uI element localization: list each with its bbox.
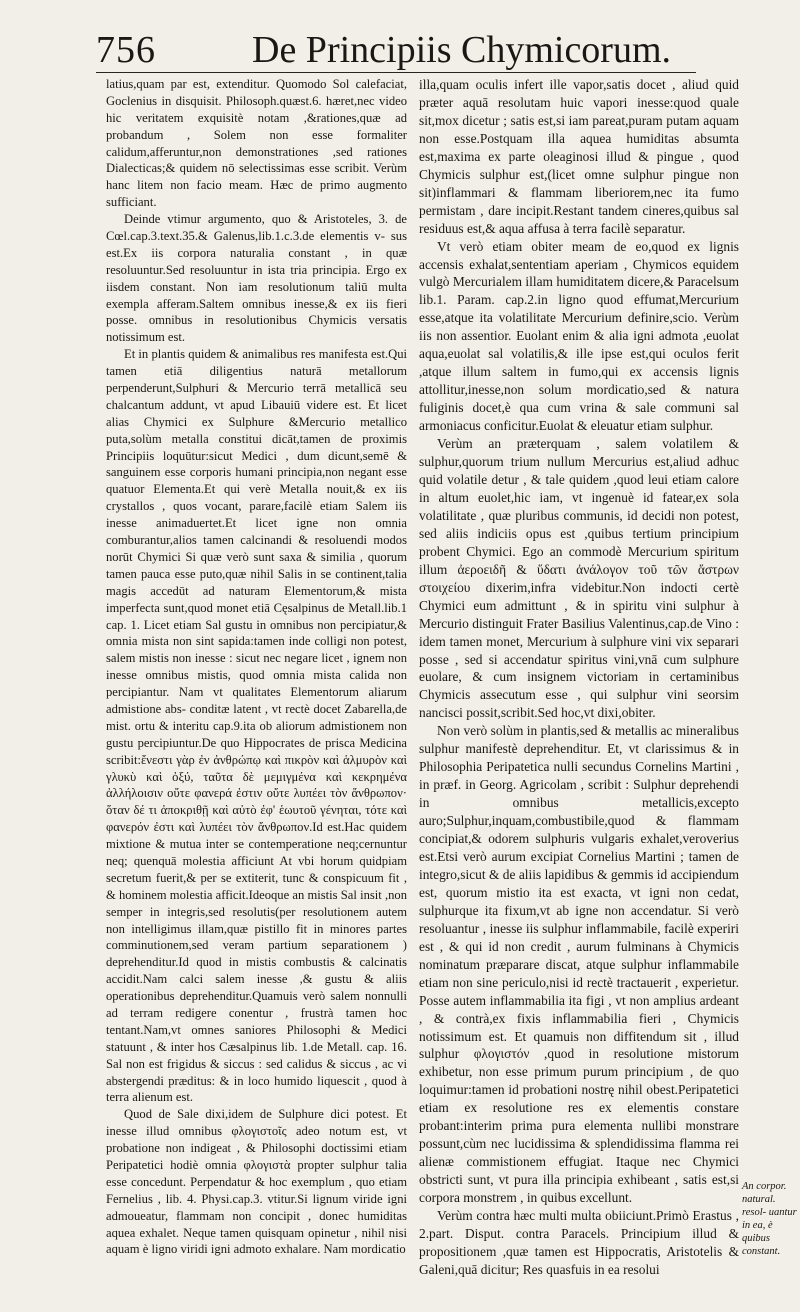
- paragraph: Verùm an præterquam , salem volatilem & sulphur,quorum trium nullum Mercurius est,aliud adhuc quid volatile detur , & tale quidem ,quod leui etiam calore in altum euolet,hic iam, vt ingenuè id fatear,ex sola volatilitate , quæ pluribus communis, id decidi non potest, sed aliis indiciis opus est ,quibus tertium principium probent Chymici. Ego an commodè Mercurium spiritum illum ἀεροειδῆ & ὕδατι ἀνάλογον τοῦ τῶν ἄστρων στοιχείου dixerim,infra videbitur.Non indocti certè Chymici eum admittunt , & in spiritu vini sulphur à Mercurio distinguit Frater Basilius Valentinus,cap.de Vino : idem tamen monet, Mercurium à sulphure vini vix separari posse , sed si accendatur spiritus vini,vnā cum sulphure euolare, & cum insignem victoriam in certaminibus Chymicis assecutum esse , qui sulphur vini seorsim nancisci possit,scribit.Sed hoc,vt dixi,obiter.: [419, 436, 739, 721]
- paragraph: illa,quam oculis infert ille vapor,satis docet , aliud quid præter aquā resolutam huic vapori inesse:quod quale sit,mox dicetur ; satis est,si iam pareat,puram putam aquam non esse.Postquam illa aquea humiditas absumta est,maxima ex parte oleaginosi illud & pingue , quod Chymicis sulphur est,(licet omne sulphur pingue non sit)inflammari & flammam liberiorem,nec ita fumo permistam , dare incipit.Restant tandem cineres,quibus sal residuus est,& aqua affusa à terra facilè separatur.: [419, 77, 739, 236]
- paragraph: Quod de Sale dixi,idem de Sulphure dici potest. Et inesse illud omnibus φλογιστοῖς adeo notum est, vt probatione non indigeat , & Philosophi doctissimi etiam Peripatetici hodiè omnia φλογιστὰ propter sulphur talia esse concedunt. Perpendatur & hoc exemplum , quo etiam Fernelius , lib. 4. Physi.cap.3. vtitur.Si lignum viride igni admoueatur, flammam non concipit , donec humiditas aquea exhalet. Neque tamen quisquam opinetur , nihil nisi aquam è ligno viridi igni admoto exhalare. Nam mordicatio: [106, 1107, 407, 1257]
- page-header: [96, 28, 696, 73]
- paragraph: Non verò solùm in plantis,sed & metallis ac mineralibus sulphur manifestè deprehenditur. Et, vt clarissimus & in Philosophia Peripatetica nulli secundus Cornelins Martini , in præf. in Georg. Agricolam , scribit : Sulphur deprehendi in omnibus metallicis,excepto auro;Sulphur,inquam,combustibile,quod & flammam concipiat,& odorem sulphuris vulgaris exhalet,veroverius est.Etsi verò aurum excipiat Cornelius Martini ; tamen de integro,sicut & de aliis lapidibus & gemmis id accipiendum est, quorum mistio ita est exacta, vt igni non cedat, sulphurque ita fixum,vt ab igne non accendatur. Si verò resoluantur , inesse iis sulphur inflammabile, facilè experiri est , & qui id non credit , aurum fulminans à Chymicis nominatum præparare discat, atque sulphur inflammabile etiam non sine periculo,nisi id rectè tractauerit , experietur. Posse autem inflammabilia ita figi , vt non amplius ardeant , & contrà,ex fixis inflammabilia fieri , Chymicis notissimum est. Et quamuis non diffitendum sit , illud sulphur φλογιστόν ,quod in resolutione mistorum exhibetur, non esse primum purum principium , de quo loquimur:tamen id probationi nostrę nihil obest.Peripatetici etiam ex resolutione res ex elementis constare probant:interim prima pura elementa nullibi monstrare possunt,cùm nec lucidissima & splendidissima flamma rei alienæ commistionem effugiat. Itaque nec Chymici obstricti sunt, vt pura illa principia exhibeant , satis est,si corpora monstrem , in quibus excellunt.: [419, 723, 739, 1206]
- left-column: [106, 76, 407, 1258]
- page-number: 756: [96, 29, 156, 71]
- paragraph: Verùm contra hæc multi multa obiiciunt.Primò Erastus , 2.part. Disput. contra Paracels. Principium illud & propositionem ,quæ tamen est Hippocratis, Aristotelis & Galeni,quā dicitur; Res quasfuis in ea resolui: [419, 1208, 739, 1277]
- paragraph: Vt verò etiam obiter meam de eo,quod ex lignis accensis exhalat,sententiam aperiam , Chymicos equidem vulgò Mercurialem illam humiditatem dicere,& Paracelsum lib.1. Param. cap.2.in ligno quod effumat,Mercurium esse,atque ita volatilitate Mercurium definire,scio. Verùm iis non assentior. Euolant enim & alia igni admota ,euolat aqua,euolat sal volatilis,& ille ipse est,qui oculos ferit ,atque illum saltem in fumo,qui ex accensis lignis attollitur,inesse,non solum mordicatio,sed & natura fuliginis docet,è qua cum vrina & sale communi sal armoniacus conficitur.Euolat & eleuatur etiam sulphur.: [419, 238, 739, 434]
- paragraph: latius,quam par est, extenditur. Quomodo Sol calefaciat, Goclenius in disquisit. Philosoph.quæst.6. hæret,nec video hic veritatem exquisitè notam ,&rationes,quæ ad probandum , Solem non esse formaliter calidum,afferuntur,non demonstrationes ,sed rationes Dialecticas;& quidem nō selectissimas esse scribit. Verùm hanc litem non facio meam. Hæc de primo augmento sufficiant.: [106, 77, 407, 210]
- paragraph: Et in plantis quidem & animalibus res manifesta est.Qui tamen etiā diligentius naturā metallorum perpenderunt,Sulphuri & Mercurio terrā metallicā seu chalcantum addunt, vt apud Libauiū videre est. Et licet alias Chymici ex Sulphure &Mercurio metallico puta,solùm metalla constitui dicāt,tamen de proximis Principiis loquūtur:sicut Medici , dum dicunt,semē & sanguinem esse corporis humani principia,non negant esse quatuor Elementa.Et qui verè Metalla nouit,& ex iis crystallos , quos vocant, parare,facilè etiam Salem iis inesse animaduertet.Et licet igne non omnia comburantur,alios tamen calcinandi & resoluendi modos norūt Chymici Si quæ verò sunt saxa & similia , quorum tamen pauca esse puto,quæ nihil Salis in se continent,talia magis accedūt ad naturam Elementorum,& mista imperfecta sunt,quod monet etiā Cęsalpinus de Metall.lib.1 cap. 1. Licet etiam Sal gustu in omnibus non percipiatur,& omnia mista non sint sapida:tamen inde colligi non potest, salem mistis non inesse : sicut nec negare licet , ignem non inesse omnibus mistis, quod omnia mista calida non percipiantur. Nam vt qualitates Elementorum aliarum admistione abs- conditæ latent , vt rectè docet Zabarella,de mist. ortu & interitu cap.9.ita ob aliorum admistionem non gustu percipiuntur.De quo Hippocrates de prisca Medicina scribit:ἔνεστι γὰρ ἐν ἀνθρώπῳ καὶ πικρὸν καὶ ἁλμυρὸν καὶ γλυκὺ καὶ ὀξύ, ταῦτα δὲ μεμιγμένα καὶ κεκρημένα ἀλλήλοισιν οὔτε φανερά ἐστιν οὔτε λυπέει τὸν ἄνθρωπον· ὅταν δέ τι ἀποκριθῇ καὶ αὐτὸ ἐφ' ἑωυτοῦ γένηται, τότε καὶ φανερόν ἐστι καὶ λυπέει τὸν ἄνθρωπον.Id est.Hac quidem mixtione & mutua inter se contemperatione neq;cernuntur neq; quenquā molestia afficiunt At vbi horum quidpiam secretum fuerit,& per se extiterit, tunc & conspicuum fit , & hominem molestia afficit.Ideoque an mistis Sal insit ,non semper in integris,sed resolutis(per resolutionem autem non intelligimus illam,quæ pistillo fit in minores partes comminutionem,sed veram partium separationem ) deprehenditur.Id quod in mistis combustis & calcinatis accidit.Nam calci salem inesse ,& gustu & aliis operationibus deprehenditur.Quamuis verò salem nonnulli ad terram redigere conentur , frustrà tamen hoc tentant.Nam,vt omnes saniores Philosophi & Medici statuunt , & inter hos Cæsalpinus lib. 1.de Metall. cap. 16. Sal non est frigidus & siccus : sed calidus & siccus , ac vi abstergendi præditus: & in loco humido liquescit , quod à terra alienum est.: [106, 347, 407, 1105]
- running-title: De Principiis Chymicorum.: [252, 29, 672, 71]
- paragraph: Deinde vtimur argumento, quo & Aristoteles, 3. de Cœl.cap.3.text.35.& Galenus,lib.1.c.3.de elementis v- sus est.Ex iis corpora naturalia constant , in quæ resoluuntur.Sed resoluuntur in ista tria principia. Ergo ex iisdem constant. Non iam resolutionum taliū multa exempla afferam.Saltem omnibus inesse,& ex iis fieri posse. omnibus in resolutionibus Chymicis versatis notissimum est.: [106, 212, 407, 345]
- right-column: [419, 76, 739, 1279]
- marginal-note: An corpor. natural. resol- uantur in ea, è quibus constant.: [742, 1181, 797, 1257]
